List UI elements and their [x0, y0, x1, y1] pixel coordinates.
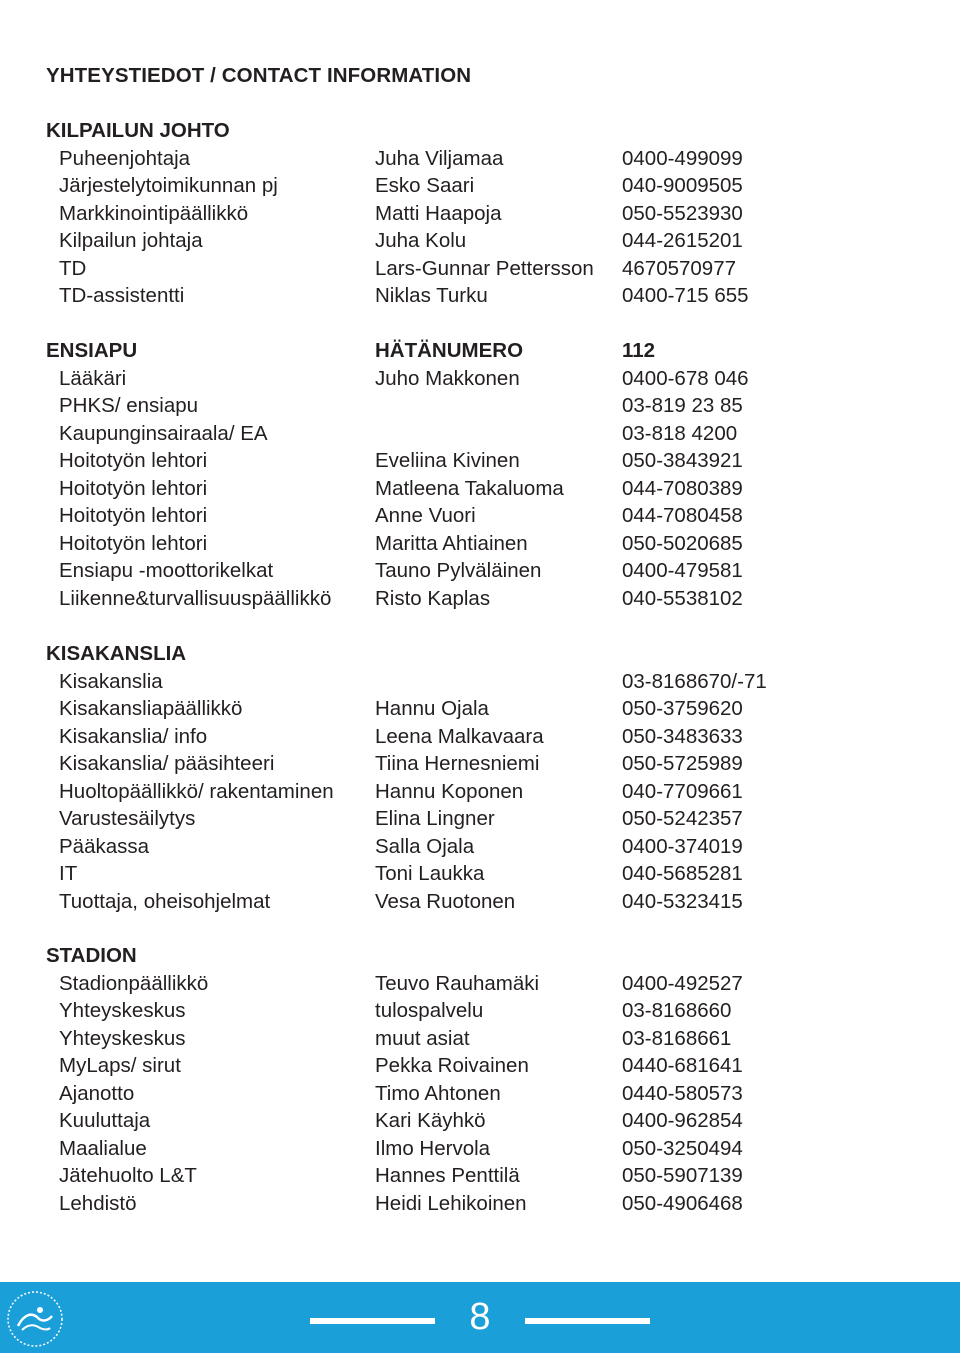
contact-row: [0, 723, 960, 751]
contact-name: tulospalvelu: [375, 999, 484, 1022]
contact-role: Tuottaja, oheisohjelmat: [59, 889, 271, 913]
contact-phone: 050-3483633: [622, 724, 743, 748]
contact-row: [0, 888, 960, 916]
contact-role: Yhteyskeskus: [59, 999, 186, 1022]
contact-row: [0, 392, 960, 420]
contact-role: Varustesäilytys: [59, 807, 196, 830]
contact-name: Pekka Roivainen: [375, 1054, 529, 1077]
contact-name: Teuvo Rauhamäki: [375, 971, 540, 995]
contact-role: Hoitotyön lehtori: [59, 476, 208, 500]
contact-role: Kilpailun johtaja: [59, 229, 203, 252]
page-title: YHTEYSTIEDOT / CONTACT INFORMATION: [46, 64, 472, 87]
contact-role: PHKS/ ensiapu: [59, 394, 199, 417]
contact-section: [0, 337, 960, 612]
contact-row: [0, 420, 960, 448]
contact-name: Hannu Koponen: [375, 779, 524, 803]
contact-section: [0, 640, 960, 915]
contact-phone: 0400-499099: [622, 146, 743, 170]
contact-row: [0, 805, 960, 833]
contact-name: Risto Kaplas: [375, 586, 491, 610]
contact-row: [0, 668, 960, 696]
contact-name: Eveliina Kivinen: [375, 449, 520, 472]
contact-phone: 050-5725989: [622, 752, 743, 775]
contact-name: Hannu Ojala: [375, 697, 489, 720]
contact-row: [0, 997, 960, 1025]
contact-row: [0, 970, 960, 998]
contact-role: Kaupunginsairaala/ EA: [59, 421, 268, 445]
contact-phone: 0400-962854: [622, 1109, 743, 1132]
section-heading: KILPAILUN JOHTO: [46, 119, 230, 142]
contact-role: TD-assistentti: [59, 284, 185, 307]
contact-role: Lääkäri: [59, 366, 127, 390]
contact-name: Kari Käyhkö: [375, 1109, 486, 1132]
contact-role: Ensiapu -moottorikelkat: [59, 559, 274, 582]
contact-phone: 050-5523930: [622, 201, 743, 225]
contact-role: Kisakanslia: [59, 669, 163, 693]
section-heading-row: [0, 640, 960, 668]
contact-phone: 03-818 4200: [622, 421, 738, 445]
contact-role: Yhteyskeskus: [59, 1026, 186, 1050]
contact-row: [0, 475, 960, 503]
contact-row: [0, 447, 960, 475]
page-footer: [0, 1282, 960, 1353]
contact-row: [0, 365, 960, 393]
contact-name: Vesa Ruotonen: [375, 889, 516, 913]
contact-row: [0, 227, 960, 255]
contact-row: [0, 1190, 960, 1218]
section-heading-phone: 112: [622, 339, 656, 362]
contact-row: [0, 1052, 960, 1080]
contact-phone: 4670570977: [622, 256, 737, 280]
contact-phone: 050-3843921: [622, 449, 743, 472]
contact-phone: 050-3250494: [622, 1136, 743, 1160]
contact-row: [0, 778, 960, 806]
section-heading-row: [0, 117, 960, 145]
contact-phone: 0400-374019: [622, 834, 743, 858]
contact-phone: 040-5685281: [622, 862, 743, 885]
contact-name: Matleena Takaluoma: [375, 476, 564, 500]
contact-role: Hoitotyön lehtori: [59, 449, 208, 472]
section-heading: STADION: [46, 944, 137, 967]
page-number: 8: [469, 1296, 491, 1338]
section-heading-row: [0, 942, 960, 970]
event-logo-icon: [4, 1288, 66, 1350]
contact-name: Niklas Turku: [375, 284, 488, 307]
contact-phone: 040-5538102: [622, 586, 743, 610]
contact-phone: 050-5907139: [622, 1164, 743, 1187]
contact-name: Timo Ahtonen: [375, 1081, 501, 1105]
contact-row: [0, 557, 960, 585]
contact-name: Heidi Lehikoinen: [375, 1191, 527, 1215]
contact-name: Tauno Pylväläinen: [375, 559, 542, 582]
contact-row: [0, 1107, 960, 1135]
contact-role: Jätehuolto L&T: [59, 1164, 197, 1187]
contact-phone: 050-4906468: [622, 1191, 743, 1215]
contact-name: Hannes Penttilä: [375, 1164, 520, 1187]
contact-role: Kisakanslia/ pääsihteeri: [59, 752, 275, 775]
contact-role: Lehdistö: [59, 1191, 137, 1215]
contact-phone: 044-2615201: [622, 229, 743, 252]
contact-row: [0, 502, 960, 530]
contact-phone: 03-8168661: [622, 1026, 732, 1050]
contact-name: Juha Viljamaa: [375, 146, 504, 170]
contact-phone: 0440-681641: [622, 1054, 743, 1077]
contact-role: Puheenjohtaja: [59, 146, 191, 170]
contact-row: [0, 1025, 960, 1053]
contact-section: [0, 942, 960, 1217]
contact-row: [0, 172, 960, 200]
contact-role: MyLaps/ sirut: [59, 1054, 181, 1077]
contact-role: Pääkassa: [59, 834, 150, 858]
contact-role: Markkinointipäällikkö: [59, 201, 249, 225]
contact-role: IT: [59, 862, 78, 885]
contact-row: [0, 860, 960, 888]
contact-phone: 03-8168660: [622, 999, 732, 1022]
contact-name: Juho Makkonen: [375, 366, 520, 390]
contact-role: Ajanotto: [59, 1081, 135, 1105]
contact-name: muut asiat: [375, 1026, 470, 1050]
contact-row: [0, 585, 960, 613]
contact-name: Juha Kolu: [375, 229, 467, 252]
contact-row: [0, 282, 960, 310]
contact-row: [0, 1080, 960, 1108]
contact-name: Lars-Gunnar Pettersson: [375, 256, 594, 280]
contact-phone: 044-7080458: [622, 504, 743, 527]
contact-name: Salla Ojala: [375, 834, 475, 858]
section-heading-name: HÄTÄNUMERO: [375, 339, 524, 362]
contact-row: [0, 695, 960, 723]
contact-phone: 03-8168670/-71: [622, 669, 767, 693]
contact-name: Tiina Hernesniemi: [375, 752, 540, 775]
contact-name: Toni Laukka: [375, 862, 485, 885]
contact-name: Elina Lingner: [375, 807, 495, 830]
footer-bar-right: [525, 1318, 650, 1324]
contact-row: [0, 145, 960, 173]
contact-name: Esko Saari: [375, 174, 475, 197]
contact-role: TD: [59, 256, 87, 280]
contact-row: [0, 530, 960, 558]
contact-role: Liikenne&turvallisuuspäällikkö: [59, 586, 332, 610]
contact-phone: 040-5323415: [622, 889, 743, 913]
contact-name: Leena Malkavaara: [375, 724, 544, 748]
contact-row: [0, 750, 960, 778]
contact-phone: 050-5242357: [622, 807, 743, 830]
section-heading: KISAKANSLIA: [46, 642, 187, 665]
contact-name: Ilmo Hervola: [375, 1136, 491, 1160]
section-heading: ENSIAPU: [46, 339, 138, 362]
contact-phone: 044-7080389: [622, 476, 743, 500]
contact-phone: 0400-715 655: [622, 284, 749, 307]
contact-role: Kisakanslia/ info: [59, 724, 208, 748]
contact-row: [0, 255, 960, 283]
contact-role: Kisakansliapäällikkö: [59, 697, 243, 720]
contact-role: Kuuluttaja: [59, 1109, 151, 1132]
contact-row: [0, 1135, 960, 1163]
contact-phone: 03-819 23 85: [622, 394, 743, 417]
contact-phone: 0440-580573: [622, 1081, 743, 1105]
contact-role: Hoitotyön lehtori: [59, 504, 208, 527]
contact-row: [0, 1162, 960, 1190]
contact-phone: 050-3759620: [622, 697, 743, 720]
contact-name: Matti Haapoja: [375, 201, 502, 225]
section-heading-row: [0, 337, 960, 365]
contact-section: [0, 117, 960, 310]
contact-phone: 050-5020685: [622, 531, 743, 555]
contact-role: Stadionpäällikkö: [59, 971, 209, 995]
contact-phone: 040-9009505: [622, 174, 743, 197]
contact-phone: 0400-678 046: [622, 366, 749, 390]
contact-name: Maritta Ahtiainen: [375, 531, 528, 555]
contact-role: Huoltopäällikkö/ rakentaminen: [59, 779, 334, 803]
contact-row: [0, 200, 960, 228]
contact-name: Anne Vuori: [375, 504, 476, 527]
contact-phone: 0400-479581: [622, 559, 743, 582]
contact-role: Maalialue: [59, 1136, 147, 1160]
contact-role: Järjestelytoimikunnan pj: [59, 174, 278, 197]
contact-phone: 0400-492527: [622, 971, 743, 995]
footer-bar-left: [310, 1318, 435, 1324]
contact-role: Hoitotyön lehtori: [59, 531, 208, 555]
contact-row: [0, 833, 960, 861]
contact-phone: 040-7709661: [622, 779, 743, 803]
